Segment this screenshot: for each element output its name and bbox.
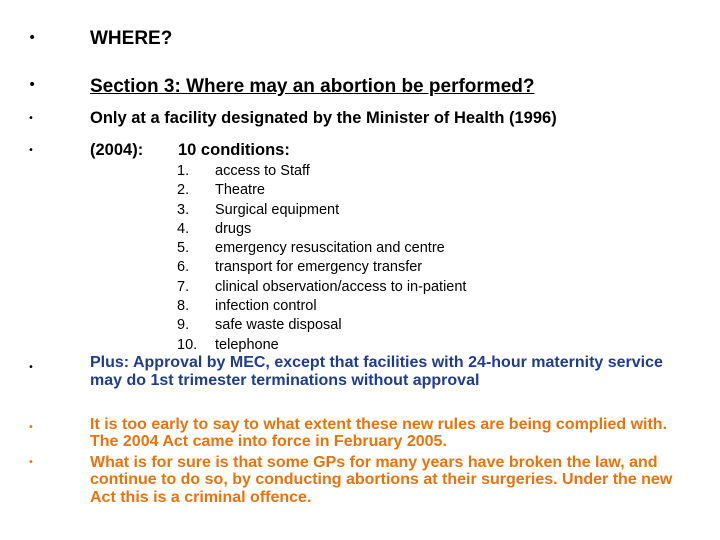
- bullet: •: [28, 113, 34, 124]
- too-early-paragraph: It is too early to say to what extent these new rules are being complied with. The 2004 Act came into force in February 2005.: [90, 416, 668, 451]
- for-sure-paragraph: What is for sure is that some GPs for many years have broken the law, and continue to do so, by conducting abortions at their surgeries. Under the new Act this is a criminal offence.: [90, 454, 673, 506]
- bullet: •: [28, 422, 34, 433]
- list-item: 2. Theatre: [177, 182, 265, 199]
- list-item: 6. transport for emergency transfer: [177, 259, 423, 276]
- list-item: 3. Surgical equipment: [177, 201, 340, 218]
- bullet: •: [28, 30, 37, 46]
- conditions-heading: 10 conditions:: [178, 141, 290, 159]
- heading-where: WHERE?: [90, 28, 173, 49]
- facility-text: Only at a facility designated by the Minister of Health (1996): [90, 109, 557, 127]
- conditions-list: [177, 162, 466, 355]
- bullet: •: [28, 145, 34, 156]
- bullet: •: [28, 362, 34, 373]
- bullet: •: [28, 457, 34, 468]
- list-item: 10. telephone: [177, 336, 279, 353]
- year-label: (2004):: [90, 141, 144, 159]
- list-item: 7. clinical observation/access to in-patient: [177, 278, 467, 295]
- list-item: 4. drugs: [177, 220, 252, 237]
- list-item: 9. safe waste disposal: [177, 317, 342, 334]
- list-item: 8. infection control: [177, 298, 317, 315]
- list-item: 5. emergency resuscitation and centre: [177, 240, 445, 257]
- approval-paragraph: Plus: Approval by MEC, except that facilities with 24-hour maternity service may do 1st trimester terminations without approval: [90, 354, 663, 389]
- list-item: 1. access to Staff: [177, 163, 310, 179]
- bullet: •: [28, 77, 37, 93]
- section-heading: Section 3: Where may an abortion be performed?: [90, 76, 535, 97]
